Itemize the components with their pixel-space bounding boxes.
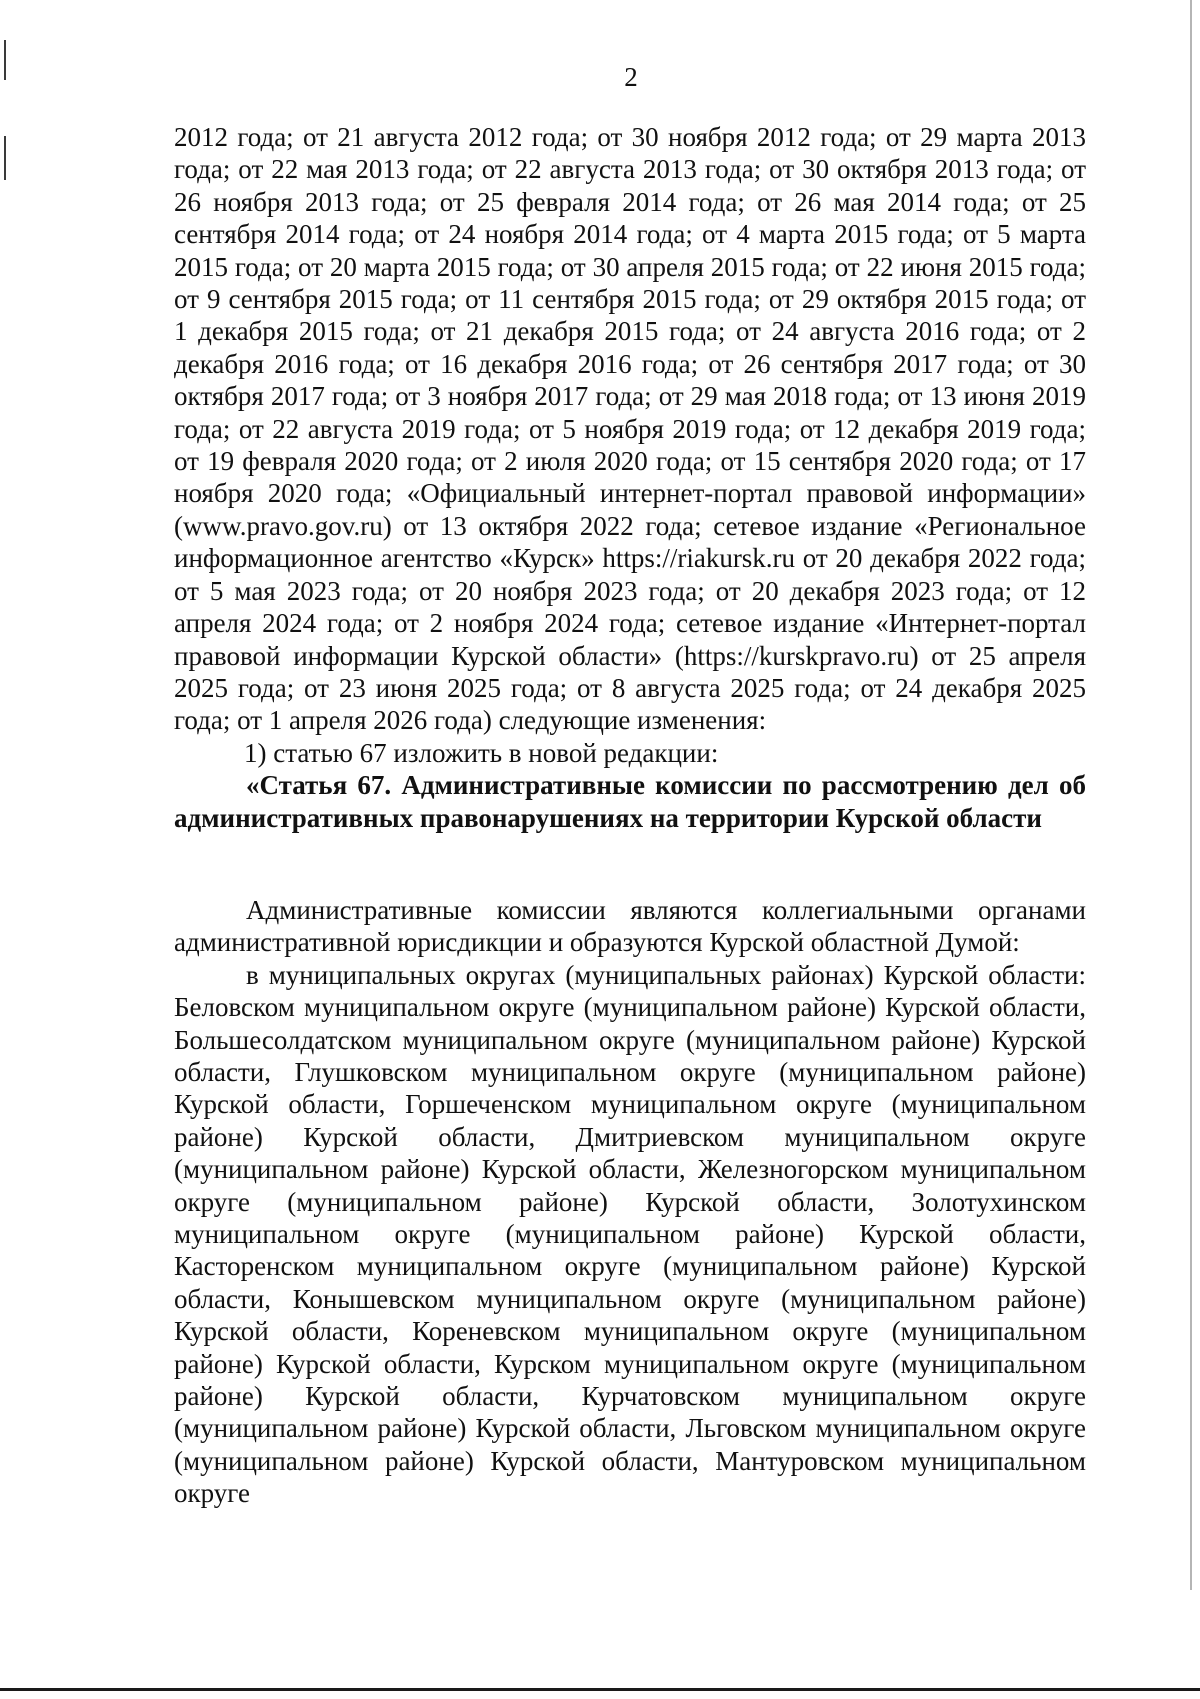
paragraph-spacer xyxy=(174,834,1086,894)
amendment-item-1: 1) статью 67 изложить в новой редакции: xyxy=(244,737,719,768)
page-number: 2 xyxy=(624,62,638,92)
municipal-districts-paragraph: в муниципальных округах (муниципальных районах) Курской области: Беловском муниципальном округе (муниципальном районе) Курской области, Большесолдатском муниципальном округе (муниципальном районе) Курской области, Глушковском муниципальном округе (муниципальном районе) Курской области, Горшеченском муниципальном округе (муниципальном районе) Курской области, Дмитриевском муниципальном округе (муниципальном районе) Курской области, Железногорском муниципальном округе (муниципальном районе) Курской области, Золотухинском муниципальном округе (муниципальном районе) Курской области, Касторенском муниципальном округе (муниципальном районе) Курской области, Конышевском муниципальном округе (муниципальном районе) Курской области, Кореневском муниципальном округе (муниципальном районе) Курской области, Курском муниципальном округе (муниципальном районе) Курской области, Курчатовском муниципальном округе (муниципальном районе) Курской области, Льговском муниципальном округе (муниципальном районе) Курской области, Мантуровском муниципальном округе xyxy=(174,959,1086,1509)
document-body xyxy=(174,121,1086,1510)
article-heading: «Статья 67. Административные комиссии по рассмотрению дел об административных правонарушениях на территории Курской области xyxy=(174,770,1086,833)
scan-bottom-line xyxy=(0,1688,1200,1691)
scan-edge-line xyxy=(1190,0,1192,1590)
scan-edge-mark xyxy=(4,136,6,180)
amendment-sources-paragraph: 2012 года; от 21 августа 2012 года; от 30 ноября 2012 года; от 29 марта 2013 года; от 22 мая 2013 года; от 22 августа 2013 года; от 30 октября 2013 года; от 26 ноября 2013 года; от 25 февраля 2014 года; от 26 мая 2014 года; от 25 сентября 2014 года; от 24 ноября 2014 года; от 4 марта 2015 года; от 5 марта 2015 года; от 20 марта 2015 года; от 30 апреля 2015 года; от 22 июня 2015 года; от 9 сентября 2015 года; от 11 сентября 2015 года; от 29 октября 2015 года; от 1 декабря 2015 года; от 21 декабря 2015 года; от 24 августа 2016 года; от 2 декабря 2016 года; от 16 декабря 2016 года; от 26 сентября 2017 года; от 30 октября 2017 года; от 3 ноября 2017 года; от 29 мая 2018 года; от 13 июня 2019 года; от 22 августа 2019 года; от 5 ноября 2019 года; от 12 декабря 2019 года; от 19 февраля 2020 года; от 2 июля 2020 года; от 15 сентября 2020 года; от 17 ноября 2020 года; «Официальный интернет-портал правовой информации» (www.pravo.gov.ru) от 13 октября 2022 года; сетевое издание «Региональное информационное агентство «Курск» https://riakursk.ru от 20 декабря 2022 года; от 5 мая 2023 года; от 20 ноября 2023 года; от 20 декабря 2023 года; от 12 апреля 2024 года; от 2 ноября 2024 года; сетевое издание «Интернет-портал правовой информации Курской области» (https://kurskpravo.ru) от 25 апреля 2025 года; от 23 июня 2025 года; от 8 августа 2025 года; от 24 декабря 2025 года; от 1 апреля 2026 года) следующие изменения: xyxy=(174,122,1086,736)
commissions-intro-paragraph: Административные комиссии являются коллегиальными органами административной юрисдикции и образуются Курской областной Думой: xyxy=(174,894,1086,958)
